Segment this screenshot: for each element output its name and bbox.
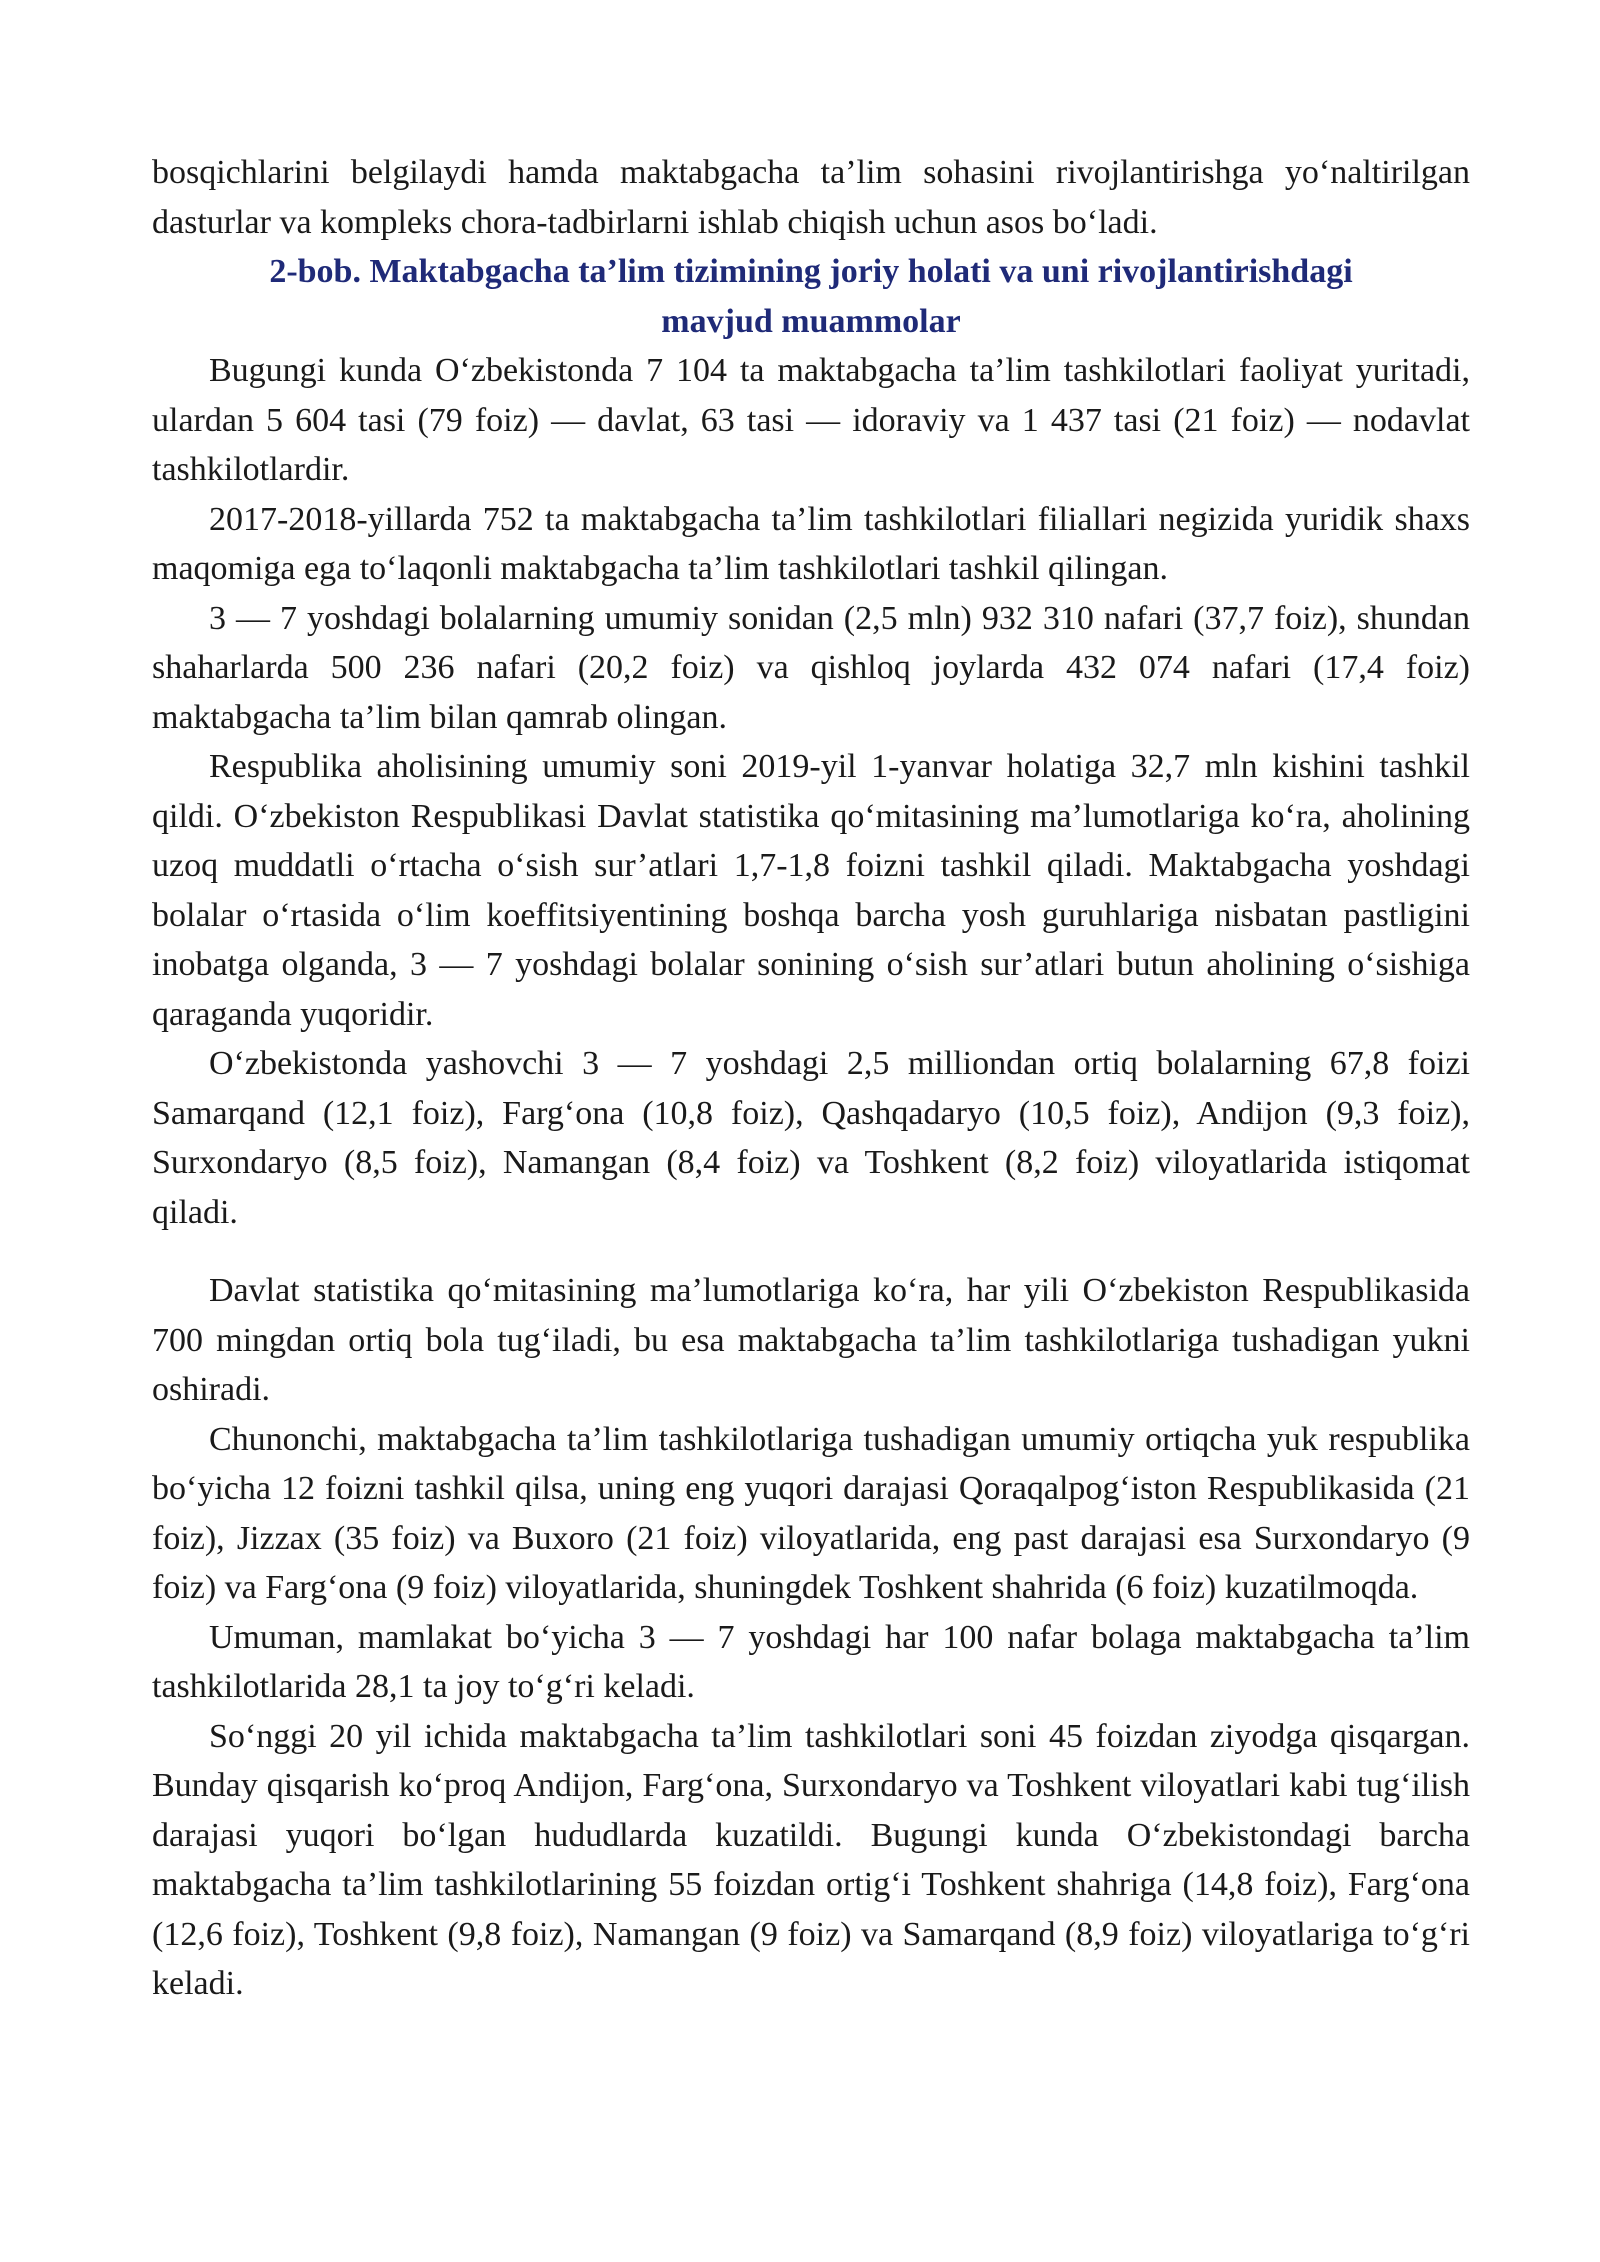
paragraph-continuation: bosqichlarini belgilaydi hamda maktabgacha ta’lim sohasini rivojlantirishga yo‘naltirilgan dasturlar va kompleks chora-tadbirlarni ishlab chiqish uchun asos bo‘ladi. bbox=[152, 154, 1470, 241]
paragraph-6: Davlat statistika qo‘mitasining ma’lumotlariga ko‘ra, har yili O‘zbekiston Respublikasida 700 mingdan ortiq bola tug‘iladi, bu esa maktabgacha ta’lim tashkilotlariga tushadigan yukni oshiradi. bbox=[152, 1272, 1470, 1408]
paragraph-4: Respublika aholisining umumiy soni 2019-yil 1-yanvar holatiga 32,7 mln kishini tashkil qildi. O‘zbekiston Respublikasi Davlat statistika qo‘mitasining ma’lumotlariga ko‘ra, aholining uzoq muddatli o‘rtacha o‘sish sur’atlari 1,7-1,8 foizni tashkil qiladi. Maktabgacha yoshdagi bolalar o‘rtasida o‘lim koeffitsiyentining boshqa barcha yosh guruhlariga nisbatan pastligini inobatga olganda, 3 — 7 yoshdagi bolalar sonining o‘sish sur’atlari butun aholining o‘sishiga qaraganda yuqoridir. bbox=[152, 748, 1470, 1033]
paragraph-7: Chunonchi, maktabgacha ta’lim tashkilotlariga tushadigan umumiy ortiqcha yuk respublika bo‘yicha 12 foizni tashkil qilsa, uning eng yuqori darajasi Qoraqalpog‘iston Respublikasida (21 foiz), Jizzax (35 foiz) va Buxoro (21 foiz) viloyatlarida, eng past darajasi esa Surxondaryo (9 foiz) va Farg‘ona (9 foiz) viloyatlarida, shuningdek Toshkent shahrida (6 foiz) kuzatilmoqda. bbox=[152, 1420, 1470, 1606]
paragraph-8: Umuman, mamlakat bo‘yicha 3 — 7 yoshdagi har 100 nafar bolaga maktabgacha ta’lim tashkilotlarida 28,1 ta joy to‘g‘ri keladi. bbox=[152, 1618, 1470, 1705]
document-page bbox=[152, 148, 1470, 2009]
paragraph-3: 3 — 7 yoshdagi bolalarning umumiy sonidan (2,5 mln) 932 310 nafari (37,7 foiz), shundan shaharlarda 500 236 nafari (20,2 foiz) va qishloq joylarda 432 074 nafari (17,4 foiz) maktabgacha ta’lim bilan qamrab olingan. bbox=[152, 599, 1470, 736]
paragraph-9: So‘nggi 20 yil ichida maktabgacha ta’lim tashkilotlari soni 45 foizdan ziyodga qisqargan. Bunday qisqarish ko‘proq Andijon, Farg‘ona, Surxondaryo va Toshkent viloyatlari kabi tug‘ilish darajasi yuqori bo‘lgan hududlarda kuzatildi. Bugungi kunda O‘zbekistondagi barcha maktabgacha ta’lim tashkilotlarining 55 foizdan ortig‘i Toshkent shahriga (14,8 foiz), Farg‘ona (12,6 foiz), Toshkent (9,8 foiz), Namangan (9 foiz) va Samarqand (8,9 foiz) viloyatlariga to‘g‘ri keladi. bbox=[152, 1717, 1470, 2002]
paragraph-5: O‘zbekistonda yashovchi 3 — 7 yoshdagi 2,5 milliondan ortiq bolalarning 67,8 foizi Samarqand (12,1 foiz), Farg‘ona (10,8 foiz), Qashqadaryo (10,5 foiz), Andijon (9,3 foiz), Surxondaryo (8,5 foiz), Namangan (8,4 foiz) va Toshkent (8,2 foiz) viloyatlarida istiqomat qiladi. bbox=[152, 1045, 1470, 1231]
chapter-heading-line-2: mavjud muammolar bbox=[661, 302, 961, 340]
paragraph-2: 2017-2018-yillarda 752 ta maktabgacha ta’lim tashkilotlari filiallari negizida yuridik shaxs maqomiga ega to‘laqonli maktabgacha ta’lim tashkilotlari tashkil qilingan. bbox=[152, 500, 1470, 587]
paragraph-1: Bugungi kunda O‘zbekistonda 7 104 ta maktabgacha ta’lim tashkilotlari faoliyat yuritadi, ulardan 5 604 tasi (79 foiz) — davlat, 63 tasi — idoraviy va 1 437 tasi (21 foiz) — nodavlat tashkilotlardir. bbox=[152, 352, 1470, 488]
chapter-heading bbox=[152, 247, 1470, 346]
chapter-heading-line-1: 2-bob. Maktabgacha ta’lim tizimining joriy holati va uni rivojlantirishdagi bbox=[269, 253, 1353, 290]
